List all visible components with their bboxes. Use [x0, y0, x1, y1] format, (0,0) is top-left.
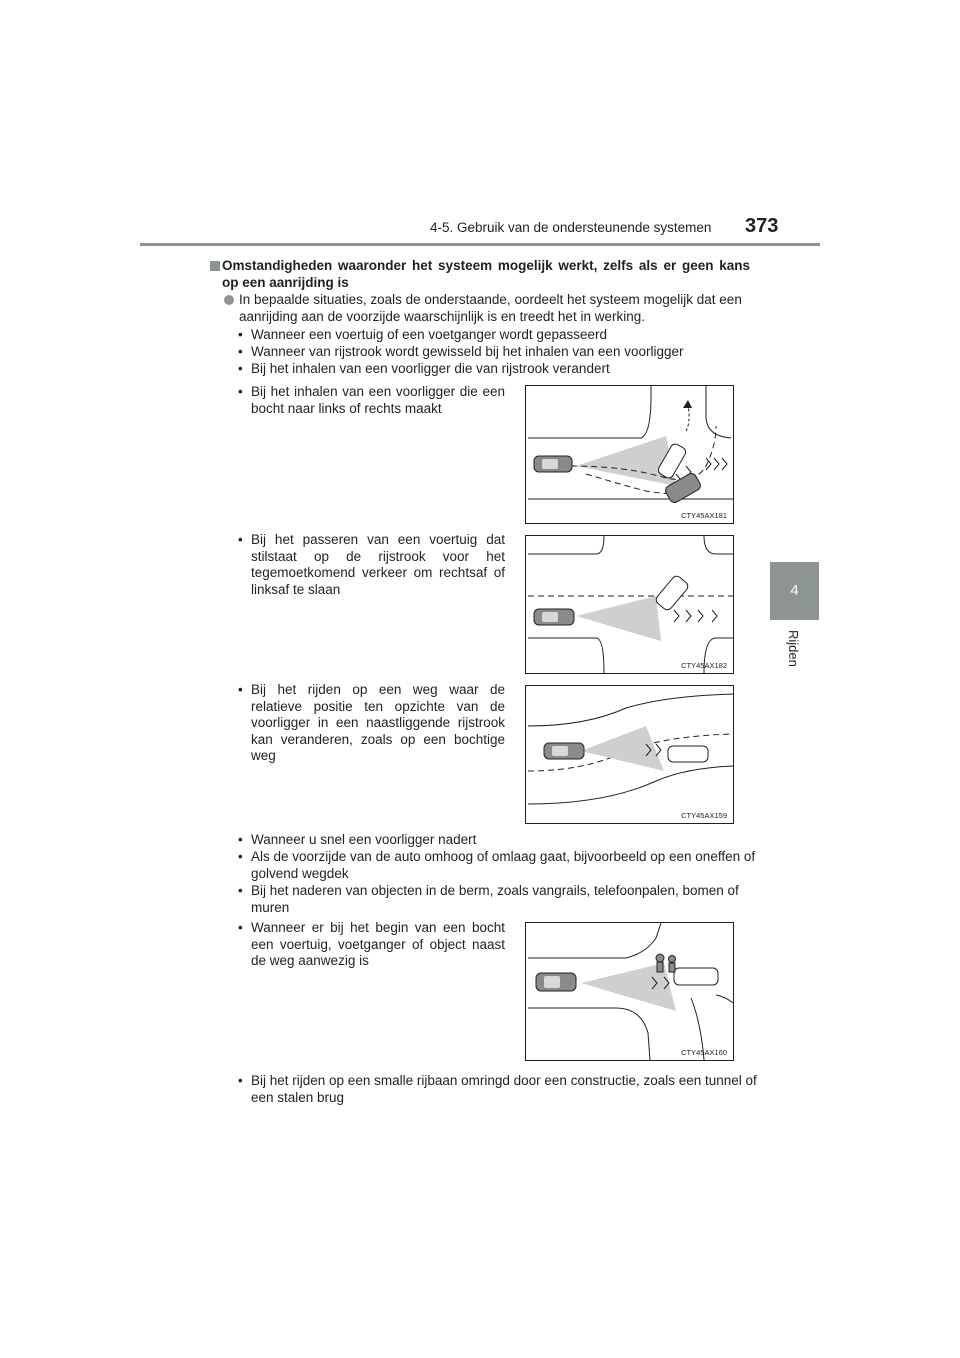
figure-overtake-turning-car — [525, 385, 734, 524]
header-section-title: 4-5. Gebruik van de ondersteunende systemen — [430, 220, 712, 235]
section-heading: Omstandigheden waaronder het systeem mogelijk werkt, zelfs als er geen kans op een aanrijding is — [222, 258, 750, 290]
figure-curved-road — [525, 685, 734, 824]
figure-code: CTY45AX160 — [681, 1048, 727, 1057]
chapter-tab — [770, 562, 819, 620]
figure-code: CTY45AX182 — [681, 661, 727, 670]
bullet-icon: • — [238, 1073, 243, 1088]
bullet-icon: • — [238, 327, 243, 342]
figure-code: CTY45AX159 — [681, 811, 727, 820]
bullet-icon: • — [238, 883, 243, 898]
figure-code: CTY45AX181 — [681, 511, 727, 520]
bullet-icon: • — [238, 832, 243, 847]
chapter-number: 4 — [790, 582, 799, 599]
bullet-icon: • — [238, 361, 243, 376]
page-number: 373 — [745, 215, 779, 237]
intro-paragraph: In bepaalde situaties, zoals de onderstaande, oordeelt het systeem mogelijk dat een aanrijding aan de voorzijde waarschijnlijk is en treedt het in werking. — [239, 292, 742, 324]
header-rule — [140, 243, 820, 246]
figure-pass-turning-oncoming — [525, 535, 734, 674]
bullet-icon: • — [238, 849, 243, 864]
bullet-icon: • — [238, 344, 243, 359]
heading-square-icon — [210, 261, 220, 271]
bullet-icon: • — [238, 532, 243, 547]
bullet-icon: • — [238, 920, 243, 935]
chapter-label: Rijden — [786, 630, 801, 667]
bullet-icon: • — [238, 682, 243, 697]
bullet-icon: • — [238, 384, 243, 399]
circle-bullet-icon — [224, 295, 234, 305]
figure-curve-entry-pedestrians — [525, 922, 734, 1061]
